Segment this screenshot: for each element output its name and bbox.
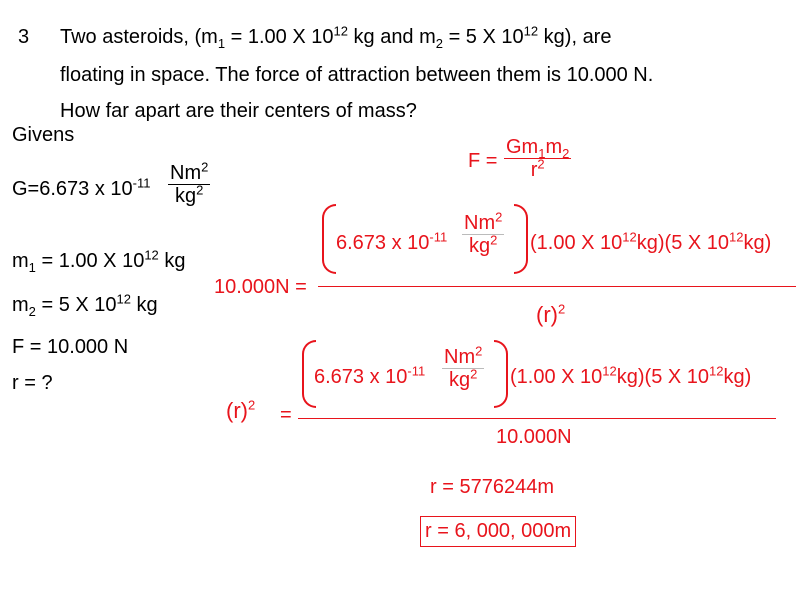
- problem-number: 3: [18, 26, 30, 48]
- given-r: r = ?: [12, 372, 53, 394]
- result-final-boxed: r = 6, 000, 000m: [420, 516, 576, 547]
- step1-lhs: 10.000N =: [214, 276, 307, 298]
- given-G-units: Nm$^2$ $kg^2$: [170, 159, 209, 207]
- step2-lhs: $(r)^2$: [226, 397, 256, 423]
- step2-right-paren: [494, 340, 508, 408]
- step1-masses: (1.00 X $10^{12}kg)(5$ X $10^{12}kg$): [530, 229, 772, 254]
- problem-line-1: Two asteroids, ($m_1 = 1.00$ X $10^{12}$ kg and $m_2 = 5$ X $10^{12}$ kg), are: [60, 23, 612, 51]
- step2-denominator: 10.000N: [496, 426, 572, 448]
- step2-equals: =: [280, 404, 292, 426]
- given-F: F = 10.000 N: [12, 336, 129, 358]
- result-exact: r = 5776244m: [430, 476, 554, 498]
- problem-line-3: How far apart are their centers of mass?: [60, 100, 417, 122]
- step2-constant: 6.673 x $10^{-11}$: [314, 363, 426, 388]
- step2-units: Nm$^2$ $kg^2$: [444, 343, 483, 391]
- step2-fraction-bar: [298, 418, 776, 419]
- step1-left-paren: [322, 204, 336, 274]
- step2-masses: (1.00 X $10^{12}kg)(5$ X $10^{12}kg$): [510, 363, 752, 388]
- formula-fraction: $Gm_1m_2$ $r^2$: [506, 136, 570, 181]
- step1-denominator: $(r)^2$: [536, 301, 566, 327]
- step1-constant: 6.673 x $10^{-11}$: [336, 229, 448, 254]
- step1-right-paren: [514, 204, 528, 274]
- problem-line-2: floating in space. The force of attraction between them is 10.000 N.: [60, 64, 654, 86]
- given-m1: $m_1 = 1.00$ X $10^{12}$ kg: [12, 247, 186, 275]
- step1-fraction-bar: [318, 286, 796, 287]
- given-m2: $m_2 = 5$ X $10^{12}$ kg: [12, 291, 158, 319]
- step1-units: Nm$^2$ $kg^2$: [464, 209, 503, 257]
- givens-heading: Givens: [12, 124, 75, 146]
- given-G: G=6.673 x $10^{-11}$: [12, 175, 151, 200]
- formula-lhs: F =: [468, 150, 498, 172]
